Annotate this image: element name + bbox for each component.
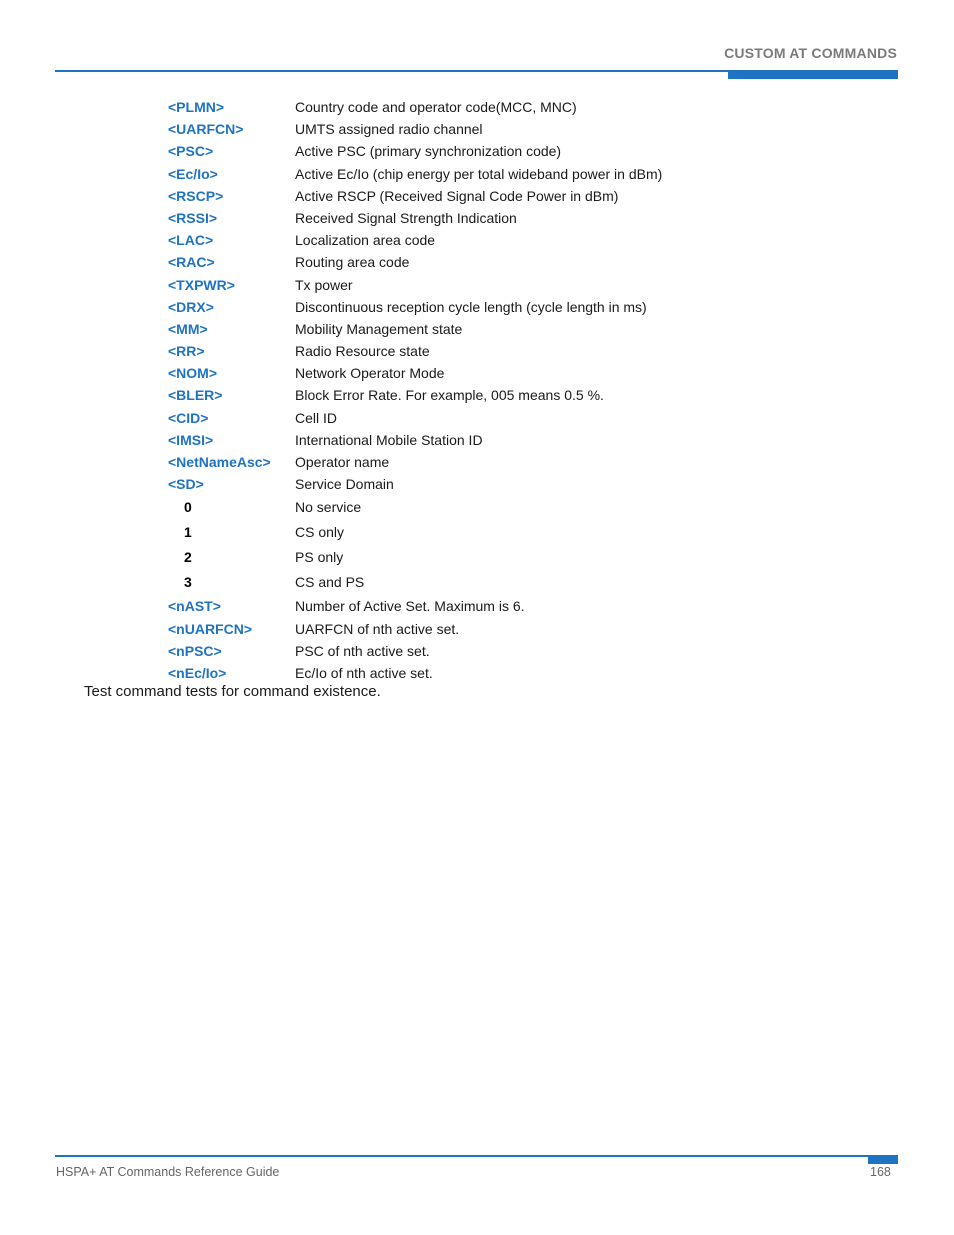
param-row — [0, 362, 954, 384]
parameter-list — [0, 96, 954, 684]
param-desc: Mobility Management state — [295, 320, 463, 337]
param-name: <Ec/Io> — [168, 165, 218, 182]
sd-value-desc: CS and PS — [295, 574, 365, 591]
param-row — [0, 318, 954, 340]
header-accent-bar — [728, 70, 898, 79]
param-desc: Block Error Rate. For example, 005 means 0.5 %. — [295, 387, 604, 404]
param-row — [0, 207, 954, 229]
param-desc: PSC of nth active set. — [295, 642, 430, 659]
sd-value-desc: CS only — [295, 524, 345, 541]
param-row — [0, 384, 954, 406]
param-name: <nPSC> — [168, 642, 222, 659]
param-desc: Routing area code — [295, 254, 410, 271]
param-name: <RAC> — [168, 254, 215, 271]
sd-value: 1 — [184, 524, 192, 541]
footer-accent-bar — [868, 1155, 898, 1164]
param-desc: Discontinuous reception cycle length (cycle length in ms) — [295, 298, 647, 315]
param-name: <SD> — [168, 476, 204, 493]
sd-value-row — [0, 570, 954, 595]
footer-doc-title: HSPA+ AT Commands Reference Guide — [56, 1165, 280, 1179]
test-command-description: Test command tests for command existence. — [84, 683, 381, 700]
param-desc: Radio Resource state — [295, 343, 430, 360]
param-name: <RSSI> — [168, 209, 218, 226]
param-row — [0, 640, 954, 662]
param-row — [0, 429, 954, 451]
section-title: CUSTOM AT COMMANDS — [724, 45, 897, 61]
param-name: <IMSI> — [168, 431, 214, 448]
sd-value: 0 — [184, 499, 192, 516]
param-name: <TXPWR> — [168, 276, 235, 293]
param-desc: Number of Active Set. Maximum is 6. — [295, 598, 525, 615]
param-desc: Cell ID — [295, 409, 338, 426]
param-row — [0, 473, 954, 495]
param-row — [0, 595, 954, 617]
param-desc: Network Operator Mode — [295, 365, 445, 382]
param-row — [0, 662, 954, 684]
param-name: <nEc/Io> — [168, 664, 227, 681]
param-desc: Tx power — [295, 276, 353, 293]
param-row — [0, 274, 954, 296]
param-desc: Ec/Io of nth active set. — [295, 664, 433, 681]
param-name: <NetNameAsc> — [168, 454, 271, 470]
page-number: 168 — [870, 1165, 891, 1179]
param-name: <PSC> — [168, 143, 214, 160]
param-row — [0, 407, 954, 429]
param-desc: Operator name — [295, 454, 390, 470]
param-row — [0, 118, 954, 140]
param-name: <NOM> — [168, 365, 218, 382]
param-row — [0, 96, 954, 118]
param-desc: Country code and operator code(MCC, MNC) — [295, 99, 577, 115]
param-name: <nAST> — [168, 598, 221, 615]
sd-value-desc: PS only — [295, 549, 344, 566]
param-row — [0, 296, 954, 318]
param-desc: UMTS assigned radio channel — [295, 121, 483, 138]
param-row — [0, 251, 954, 273]
param-row — [0, 185, 954, 207]
param-name: <UARFCN> — [168, 121, 244, 138]
param-name: <CID> — [168, 409, 209, 426]
param-row — [0, 451, 954, 473]
sd-value: 2 — [184, 549, 192, 566]
param-row — [0, 163, 954, 185]
param-name: <nUARFCN> — [168, 620, 253, 637]
param-name: <DRX> — [168, 298, 214, 315]
param-name: <BLER> — [168, 387, 223, 404]
param-name: <PLMN> — [168, 99, 225, 115]
sd-value: 3 — [184, 574, 192, 591]
param-row — [0, 229, 954, 251]
param-row — [0, 618, 954, 640]
param-name: <LAC> — [168, 232, 214, 249]
param-desc: Service Domain — [295, 476, 394, 493]
param-name: <RSCP> — [168, 187, 224, 204]
param-desc: Localization area code — [295, 232, 436, 249]
param-name: <MM> — [168, 320, 208, 337]
param-desc: UARFCN of nth active set. — [295, 620, 460, 637]
sd-value-row — [0, 545, 954, 570]
param-desc: Received Signal Strength Indication — [295, 209, 517, 226]
param-desc: International Mobile Station ID — [295, 431, 483, 448]
sd-value-row — [0, 495, 954, 520]
param-name: <RR> — [168, 343, 205, 360]
footer-rule — [55, 1155, 898, 1157]
param-row — [0, 140, 954, 162]
sd-value-desc: No service — [295, 499, 362, 516]
param-row — [0, 340, 954, 362]
param-desc: Active PSC (primary synchronization code) — [295, 143, 562, 160]
param-desc: Active RSCP (Received Signal Code Power in dBm) — [295, 187, 619, 204]
param-desc: Active Ec/Io (chip energy per total wideband power in dBm) — [295, 165, 663, 182]
sd-value-row — [0, 520, 954, 545]
